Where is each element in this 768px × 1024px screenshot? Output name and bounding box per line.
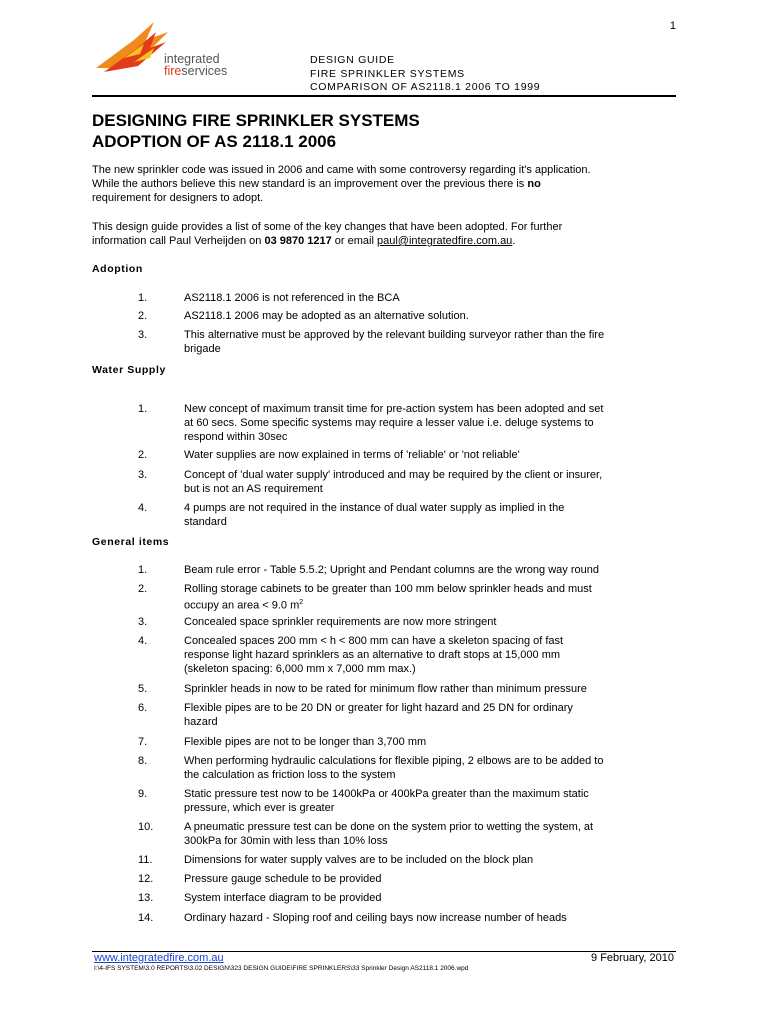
item-number: 10.: [138, 821, 154, 833]
item-number: 4.: [138, 635, 148, 647]
item-text: System interface diagram to be provided: [184, 892, 382, 904]
intro-paragraph-1: [92, 163, 682, 205]
item-text: Dimensions for water supply valves are to be included on the block plan: [184, 854, 534, 866]
item-number: 7.: [138, 736, 148, 748]
item-text: at 60 secs. Some specific systems may require a lesser value i.e. deluge systems to: [184, 417, 594, 429]
section-heading-water-supply: Water Supply: [92, 364, 166, 376]
logo-fire: fire: [164, 64, 182, 78]
title-line-2: ADOPTION OF AS 2118.1 2006: [92, 132, 337, 151]
item-number: 3.: [138, 469, 148, 481]
item-number: 1.: [138, 292, 148, 304]
header-line-3: COMPARISON OF AS2118.1 2006 TO 1999: [310, 81, 541, 93]
item-text: Pressure gauge schedule to be provided: [184, 873, 382, 885]
item-text: New concept of maximum transit time for pre-action system has been adopted and set: [184, 403, 604, 415]
item-text: occupy an area < 9.0 m: [184, 599, 300, 612]
item-text: Beam rule error - Table 5.5.2; Upright and Pendant columns are the wrong way round: [184, 564, 599, 576]
item-number: 4.: [138, 502, 148, 514]
item-text: hazard: [184, 716, 218, 728]
item-text: (skeleton spacing: 6,000 mm x 7,000 mm max.): [184, 663, 416, 675]
header-line-1: DESIGN GUIDE: [310, 54, 395, 66]
item-text: Flexible pipes are to be 20 DN or greater for light hazard and 25 DN for ordinary: [184, 702, 573, 714]
item-text: standard: [184, 516, 227, 528]
item-text: AS2118.1 2006 may be adopted as an alternative solution.: [184, 310, 469, 322]
intro-bold: no: [527, 178, 541, 190]
logo-services: services: [181, 64, 228, 78]
item-text: This alternative must be approved by the relevant building surveyor rather than the fire: [184, 329, 605, 341]
page-number: 1: [669, 20, 676, 32]
item-text: but is not an AS requirement: [184, 483, 323, 495]
item-text: Rolling storage cabinets to be greater than 100 mm below sprinkler heads and must: [184, 583, 592, 595]
item-text: respond within 30sec: [184, 431, 288, 443]
intro-line: .: [512, 235, 516, 247]
page-title: [92, 110, 420, 152]
intro-line: or email: [331, 235, 377, 247]
email-link[interactable]: paul@integratedfire.com.au: [377, 235, 513, 247]
item-number: 1.: [138, 403, 148, 415]
item-text: A pneumatic pressure test can be done on the system prior to wetting the system, at: [184, 821, 594, 833]
footer-website-link[interactable]: www.integratedfire.com.au: [94, 952, 224, 964]
item-text: pressure, which ever is greater: [184, 802, 335, 814]
footer-file-path: I:\4-IFS SYSTEM\3.0 REPORTS\3.02 DESIGN\323 DESIGN GUIDE\FIRE SPRINKLERS\33 Sprinkler Design AS2118.1 2006.wpd: [94, 965, 469, 972]
item-number: 8.: [138, 755, 148, 767]
item-text: Concealed space sprinkler requirements are now more stringent: [184, 616, 497, 628]
item-number: 9.: [138, 788, 148, 800]
item-text: Static pressure test now to be 1400kPa or 400kPa greater than the maximum static: [184, 788, 589, 800]
phone-number: 03 9870 1217: [264, 235, 332, 247]
item-text: AS2118.1 2006 is not referenced in the BCA: [184, 292, 400, 304]
item-number: 3.: [138, 329, 148, 341]
item-text: brigade: [184, 343, 221, 355]
intro-line: While the authors believe this new standard is an improvement over the previous there is: [92, 178, 528, 190]
footer-date: 9 February, 2010: [591, 952, 674, 964]
item-number: 2.: [138, 310, 148, 322]
company-logo: [94, 18, 244, 78]
section-heading-adoption: Adoption: [92, 263, 143, 275]
item-number: 3.: [138, 616, 148, 628]
item-text: Concealed spaces 200 mm < h < 800 mm can have a skeleton spacing of fast: [184, 635, 564, 647]
item-number: 14.: [138, 912, 154, 924]
intro-line: requirement for designers to adopt.: [92, 192, 264, 204]
item-number: 2.: [138, 583, 148, 595]
title-line-1: DESIGNING FIRE SPRINKLER SYSTEMS: [92, 111, 420, 130]
item-text: the calculation as friction loss to the system: [184, 769, 396, 781]
item-text: Concept of 'dual water supply' introduced and may be required by the client or insurer,: [184, 469, 603, 481]
item-text: Water supplies are now explained in terms of 'reliable' or 'not reliable': [184, 449, 520, 461]
item-number: 5.: [138, 683, 148, 695]
item-number: 2.: [138, 449, 148, 461]
item-number: 6.: [138, 702, 148, 714]
superscript: 2: [299, 599, 304, 606]
item-text: Sprinkler heads in now to be rated for minimum flow rather than minimum pressure: [184, 683, 587, 695]
logo-integrated: integrated: [164, 52, 220, 66]
flame-icon: [94, 18, 174, 78]
item-text: 300kPa for 30min with less than 10% loss: [184, 835, 388, 847]
document-header: [310, 54, 540, 95]
item-text: Flexible pipes are not to be longer than 3,700 mm: [184, 736, 427, 748]
intro-line: The new sprinkler code was issued in 2006 and came with some controversy regarding it's application.: [92, 164, 591, 176]
item-number: 12.: [138, 873, 154, 885]
item-text: response light hazard sprinklers as an alternative to draft stops at 15,000 mm: [184, 649, 561, 661]
section-heading-general-items: General items: [92, 536, 170, 548]
item-number: 1.: [138, 564, 148, 576]
item-text: Ordinary hazard - Sloping roof and ceiling bays now increase number of heads: [184, 912, 567, 924]
intro-line: information call Paul Verheijden on: [92, 235, 265, 247]
item-number: 11.: [138, 854, 153, 866]
header-rule: [92, 95, 676, 97]
item-number: 13.: [138, 892, 154, 904]
item-text: When performing hydraulic calculations for flexible piping, 2 elbows are to be added to: [184, 755, 604, 767]
item-text: 4 pumps are not required in the instance of dual water supply as implied in the: [184, 502, 565, 514]
intro-line: This design guide provides a list of some of the key changes that have been adopted. For further: [92, 221, 563, 233]
header-line-2: FIRE SPRINKLER SYSTEMS: [310, 67, 465, 80]
intro-paragraph-2: [92, 220, 682, 248]
